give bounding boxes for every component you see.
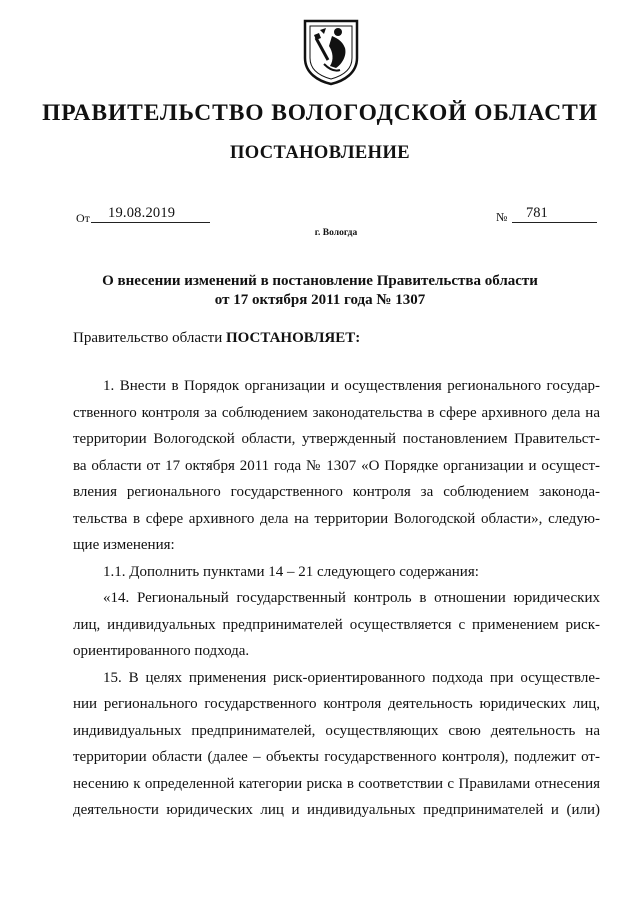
body-line: 15. В целях применения риск-ориентированного подхода при осуществле- bbox=[103, 669, 600, 686]
document-date: 19.08.2019 bbox=[108, 205, 176, 221]
body-line: 1. Внести в Порядок организации и осуществления регионального государ- bbox=[103, 378, 600, 394]
body-line: ва области от 17 октября 2011 года № 1307 «О Порядке организации и осущест- bbox=[73, 457, 600, 474]
subject-line-2: от 17 октября 2011 года № 1307 bbox=[214, 292, 426, 308]
document-subject bbox=[0, 272, 640, 310]
decree-prefix: Правительство области bbox=[73, 330, 226, 346]
number-prefix: № bbox=[496, 210, 508, 224]
government-title: ПРАВИТЕЛЬСТВО ВОЛОГОДСКОЙ ОБЛАСТИ bbox=[42, 100, 598, 126]
body-line: вления регионального государственного контроля за соблюдением законода- bbox=[73, 484, 600, 500]
body-line: «14. Региональный государственный контроль в отношении юридических bbox=[103, 590, 600, 606]
body-line: территории области (далее – объекты государственного контроля), подлежит от- bbox=[73, 749, 600, 765]
decree-verb: ПОСТАНОВЛЯЕТ: bbox=[225, 330, 361, 346]
document-number: 781 bbox=[526, 205, 548, 221]
body-line: нии регионального государственного контроля деятельность юридических лиц, bbox=[73, 696, 600, 712]
body-line: 1.1. Дополнить пунктами 14 – 21 следующего содержания: bbox=[103, 563, 479, 580]
body-line: несению к определенной категории риска в соответствии с Правилами отнесения bbox=[73, 775, 600, 792]
body-line: ориентированного подхода. bbox=[73, 643, 250, 659]
body-line: щие изменения: bbox=[73, 537, 175, 553]
body-line: ственного контроля за соблюдением законодательства в сфере архивного дела на bbox=[73, 404, 600, 421]
city-label: г. Вологда bbox=[314, 228, 358, 238]
body-line: тельства в сфере архивного дела на территории Вологодской области», следую- bbox=[73, 510, 600, 527]
document-body bbox=[73, 373, 600, 824]
decree-statement bbox=[73, 330, 360, 347]
subject-line-1: О внесении изменений в постановление Правительства области bbox=[102, 273, 538, 289]
document-type: ПОСТАНОВЛЕНИЕ bbox=[229, 143, 410, 163]
date-prefix: От bbox=[76, 211, 90, 225]
vologda-coat-of-arms-icon bbox=[302, 18, 360, 86]
body-line: территории Вологодской области, утвержденный постановлением Правительст- bbox=[73, 431, 600, 447]
body-line: лиц, индивидуальных предпринимателей осуществляется с применением риск- bbox=[73, 616, 600, 633]
body-line: индивидуальных предпринимателей, осуществляющих свою деятельность на bbox=[73, 722, 600, 739]
number-underline bbox=[512, 206, 597, 223]
body-line: деятельности юридических лиц и индивидуальных предпринимателей и (или) bbox=[73, 802, 600, 818]
